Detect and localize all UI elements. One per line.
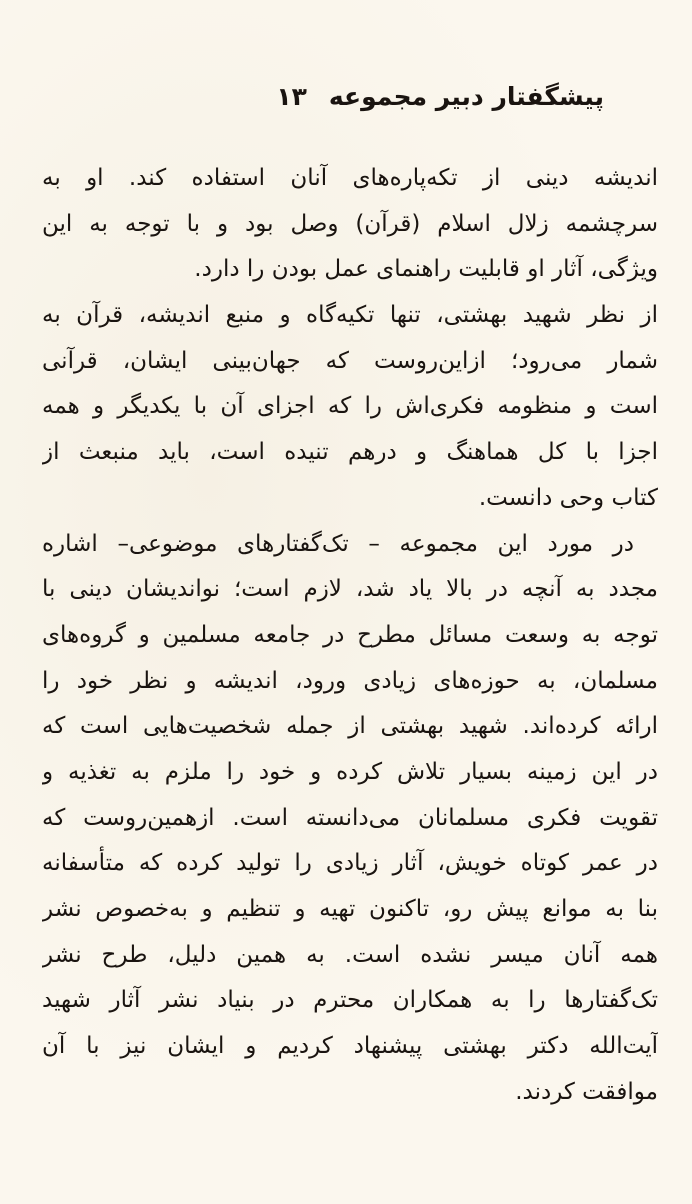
text-line: موافقت کردند.: [515, 1078, 658, 1105]
text-line: در این زمینه بسیار تلاش کرده و خود را ملزم به تغذیه و: [42, 758, 658, 785]
text-line: تک‌گفتارها را به همکاران محترم در بنیاد نشر آثار شهید: [42, 987, 658, 1014]
text-line: شمار می‌رود؛ ازاین‌روست که جهان‌بینی ایشان، قرآنی: [42, 347, 658, 374]
text-line: در مورد این مجموعه – تک‌گفتارهای موضوعی– اشاره: [42, 530, 634, 557]
running-head: [80, 72, 604, 120]
text-line: مجدد به آنچه در بالا یاد شد، لازم است؛ نواندیشان دینی با: [42, 576, 658, 603]
body-text: [42, 156, 658, 1115]
text-line: از نظر شهید بهشتی، تنها تکیه‌گاه و منبع اندیشه، قرآن به: [42, 302, 658, 329]
text-line: است و منظومه فکری‌اش را که اجزای آن با یکدیگر و همه: [42, 393, 658, 420]
page-number: ۱۳: [276, 81, 307, 111]
text-line: بنا به موانع پیش رو، تاکنون تهیه و تنظیم و به‌خصوص نشر: [42, 896, 658, 922]
text-line: توجه به وسعت مسائل مطرح در جامعه مسلمین و گروه‌های: [42, 621, 658, 648]
text-line: تقویت فکری مسلمانان می‌دانسته است. ازهمین‌روست که: [42, 804, 658, 831]
text-line: اجزا با کل هماهنگ و درهم تنیده است، باید منبعث از: [42, 439, 658, 466]
text-line: مسلمان، به حوزه‌های زیادی ورود، اندیشه و نظر خود را: [42, 667, 658, 694]
text-line: ارائه کرده‌اند. شهید بهشتی از جمله شخصیت‌هایی است که: [42, 713, 658, 740]
text-line: کتاب وحی دانست.: [478, 484, 658, 511]
text-line: سرچشمه زلال اسلام (قرآن) وصل بود و با توجه به این: [42, 210, 658, 237]
chapter-title: پیشگفتار دبیر مجموعه: [328, 81, 604, 111]
text-line: اندیشه دینی از تکه‌پاره‌های آنان استفاده کند. او به: [42, 165, 658, 191]
text-line: ویژگی، آثار او قابلیت راهنمای عمل بودن را دارد.: [194, 256, 658, 283]
text-line: آیت‌الله دکتر بهشتی پیشنهاد کردیم و ایشان نیز با آن: [42, 1033, 658, 1060]
text-line: همه آنان میسر نشده است. به همین دلیل، طرح نشر: [42, 941, 658, 968]
text-line: در عمر کوتاه خویش، آثار زیادی را تولید کرده که متأسفانه: [42, 850, 658, 877]
